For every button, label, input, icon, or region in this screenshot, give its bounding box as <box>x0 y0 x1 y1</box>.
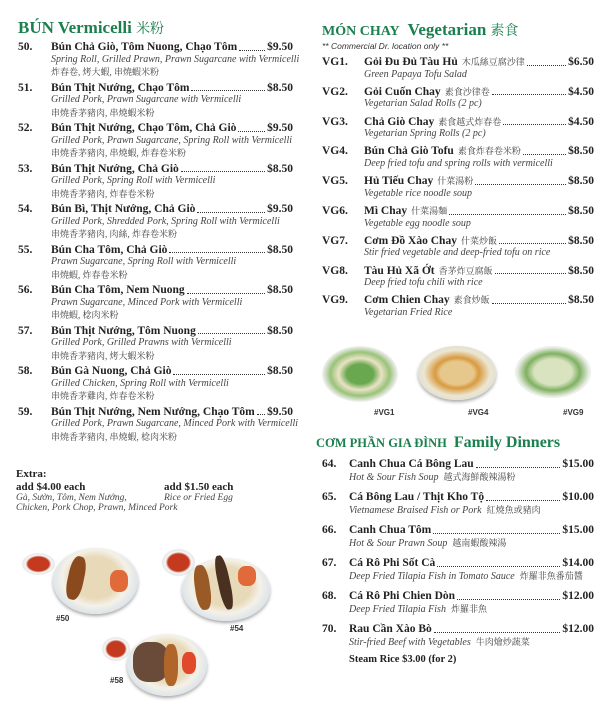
extra-rice <box>164 481 233 503</box>
menu-item <box>18 244 293 285</box>
item-number: 67. <box>322 557 337 569</box>
item-price: $14.00 <box>562 557 594 569</box>
extra-meat-vn: Gà, Sườn, Tôm, Nem Nướng, <box>16 493 127 503</box>
item-number: VG1. <box>322 56 348 68</box>
item-description <box>349 471 594 485</box>
item-price: $8.50 <box>267 284 293 296</box>
item-number: VG7. <box>322 234 348 247</box>
photo-label: #58 <box>110 676 124 685</box>
extra-title: Extra: <box>16 468 47 480</box>
item-number: 65. <box>322 491 337 503</box>
item-description <box>349 570 594 584</box>
item-description: Vegetarian Spring Rolls (2 pc) <box>364 128 486 140</box>
item-price: $8.50 <box>267 365 293 377</box>
item-price: $8.50 <box>267 324 293 337</box>
vegetarian-list <box>322 56 594 324</box>
item-price: $9.50 <box>267 203 293 215</box>
item-description-en: Vietnamese Braised Fish or Pork <box>349 504 482 516</box>
item-name: Hủ Tiếu Chay <box>364 175 434 188</box>
item-description: Vegetable egg noodle soup <box>364 217 471 229</box>
item-name: Bún Cha Tôm, Chả Giò <box>51 243 168 256</box>
section-title <box>322 20 594 40</box>
item-description-zh: 牛肉燴炒蔬菜 <box>475 636 530 647</box>
sauce-bowl <box>102 637 130 661</box>
photo-label: #VG4 <box>468 408 489 417</box>
item-number: 57. <box>18 324 33 337</box>
dot-leader <box>181 163 265 173</box>
dot-leader <box>492 294 567 304</box>
menu-item <box>322 235 594 265</box>
item-description-en: Deep Fried Tilapia Fish in Tomato Sauce <box>349 570 515 582</box>
item-number: VG4. <box>322 145 348 158</box>
item-name: Cá Bông Lau / Thịt Kho Tộ <box>349 491 485 503</box>
item-number: 68. <box>322 590 337 602</box>
menu-item <box>18 405 299 447</box>
item-number: VG9. <box>322 294 348 307</box>
item-description-en: Deep Fried Tilapia Fish <box>349 603 446 615</box>
dot-leader <box>495 265 566 275</box>
item-price: $8.50 <box>568 234 594 247</box>
item-description-zh: 越式海鮮酸辣湯粉 <box>443 471 516 482</box>
section-title <box>18 18 293 38</box>
title-en: Vegetarian <box>407 20 487 39</box>
item-price: $8.50 <box>568 294 594 307</box>
item-price: $8.50 <box>568 175 594 188</box>
dot-leader <box>434 623 561 633</box>
menu-item <box>322 458 594 491</box>
dot-leader <box>475 175 566 185</box>
carrot <box>182 652 196 674</box>
menu-item <box>322 557 594 590</box>
item-number: VG2. <box>322 85 348 98</box>
item-description <box>349 504 594 518</box>
dot-leader <box>239 41 265 51</box>
bun-list <box>18 41 300 446</box>
item-description: Spring Roll, Grilled Prawn, Prawn Sugarcane with Vermicelli <box>51 53 300 65</box>
item-price: $10.00 <box>562 491 594 503</box>
carrot <box>238 566 256 586</box>
item-description-en: Hot & Sour Fish Soup <box>349 471 439 483</box>
item-description: Grilled Pork, Shredded Pork, Spring Roll with Vermicelli <box>51 215 280 227</box>
item-number: 54. <box>18 203 33 215</box>
item-description-zh: 串燒香茅豬肉, 串燒蝦, 棯肉米粉 <box>51 431 178 442</box>
menu-item <box>322 145 594 175</box>
item-name: Cơm Chien Chay <box>364 294 450 307</box>
item-price: $9.50 <box>267 122 293 134</box>
steam-rice-note: Steam Rice $3.00 (for 2) <box>349 654 457 665</box>
item-description <box>349 636 594 650</box>
extra-meat-price: add $4.00 each <box>16 481 86 493</box>
extra-section <box>16 468 286 513</box>
item-description-en: Stir-fried Beef with Vegetables <box>349 636 471 648</box>
item-price: $12.00 <box>562 623 594 635</box>
item-price: $9.50 <box>267 405 293 418</box>
sauce-bowl <box>22 553 55 575</box>
item-number: 50. <box>18 41 33 53</box>
spring-roll <box>164 644 178 686</box>
item-name-zh: 香茅炸豆腐飯 <box>438 265 493 276</box>
menu-item <box>18 122 293 163</box>
menu-item <box>18 82 293 123</box>
item-description-zh: 越南蝦酸辣湯 <box>452 537 507 548</box>
item-description: Grilled Chicken, Spring Roll with Vermicelli <box>51 377 229 389</box>
item-name: Bún Gà Nuong, Chả Giò <box>51 365 172 377</box>
item-price: $8.50 <box>568 204 594 217</box>
title-en: Family Dinners <box>453 434 561 451</box>
menu-item <box>322 491 594 524</box>
salad-plate <box>322 346 398 402</box>
item-number: 70. <box>322 623 337 635</box>
item-description <box>349 537 594 551</box>
item-number: 58. <box>18 365 33 377</box>
item-description: Grilled Pork, Prawn Sugarcane, Minced Pork with Vermicelli <box>51 418 299 430</box>
item-name: Bún Chả Giò Tofu <box>364 145 454 158</box>
menu-item <box>322 590 594 623</box>
title-vn: BÚN <box>18 18 54 37</box>
item-description-zh: 串燒香茅豬肉, 串燒蝦米粉 <box>51 107 155 118</box>
menu-item <box>322 116 594 146</box>
title-vn: MÓN CHAY <box>322 24 400 39</box>
extra-rice-en: Rice or Fried Egg <box>164 493 233 503</box>
dot-leader <box>257 406 265 416</box>
item-price: $15.00 <box>562 458 594 470</box>
item-number: VG3. <box>322 115 348 128</box>
item-description: Vegetable rice noodle soup <box>364 187 473 199</box>
menu-item <box>322 623 594 656</box>
menu-item <box>322 56 594 86</box>
menu-item <box>322 524 594 557</box>
extra-rice-price: add $1.50 each <box>164 481 234 493</box>
bun-section <box>18 18 300 446</box>
item-name-zh: 素食炸春卷米粉 <box>457 146 521 157</box>
dot-leader <box>457 590 560 600</box>
menu-item <box>18 163 293 204</box>
item-description: Vegetarian Fried Rice <box>364 306 453 318</box>
item-price: $8.50 <box>267 81 293 94</box>
photo-label: #54 <box>230 624 244 633</box>
item-name: Tàu Hủ Xã Ớt <box>364 264 435 277</box>
item-number: VG6. <box>322 204 348 217</box>
item-name: Gỏi Đu Đủ Tàu Hủ <box>364 56 458 68</box>
item-number: 53. <box>18 162 33 175</box>
item-price: $8.50 <box>568 264 594 277</box>
menu-item <box>322 205 594 235</box>
item-name: Mì Chay <box>364 204 408 217</box>
dot-leader <box>503 116 566 126</box>
item-name-zh: 木瓜絲豆腐沙律 <box>461 57 525 67</box>
item-name: Bún Bì, Thịt Nướng, Chả Giò <box>51 203 196 215</box>
item-name: Cơm Đồ Xào Chay <box>364 234 457 247</box>
item-name: Bún Thịt Nướng, Chạo Tôm <box>51 81 190 94</box>
item-name: Cá Rô Phi Chien Dòn <box>349 590 456 602</box>
location-note: ** Commercial Dr. location only ** <box>322 41 449 51</box>
item-description: Grilled Pork, Grilled Prawns with Vermicelli <box>51 337 232 349</box>
title-zh: 米粉 <box>136 22 165 37</box>
item-name: Canh Chua Cá Bông Lau <box>349 458 474 470</box>
menu-item <box>18 284 293 325</box>
menu-item <box>18 325 293 366</box>
item-description-zh: 紅燒魚或豬肉 <box>486 504 541 515</box>
item-description-zh: 串燒香茅雞肉, 炸春卷米粉 <box>51 391 155 402</box>
menu-item <box>322 175 594 205</box>
dot-leader <box>198 325 265 335</box>
menu-item <box>18 203 293 244</box>
extra-meat <box>16 481 177 513</box>
dot-leader <box>197 203 265 213</box>
photo-label: #VG1 <box>374 408 395 417</box>
item-description: Prawn Sugarcane, Spring Roll with Vermicelli <box>51 256 237 268</box>
item-price: $4.50 <box>568 115 594 128</box>
item-description-zh: 串燒香茅豬肉, 炸春卷米粉 <box>51 188 155 199</box>
item-number: 52. <box>18 122 33 134</box>
item-price: $6.50 <box>568 56 594 68</box>
item-name-zh: 素食沙律卷 <box>444 86 490 97</box>
item-name: Bún Thịt Nướng, Nem Nướng, Chạo Tôm <box>51 405 255 418</box>
item-description-zh: 串燒香茅豬肉, 肉絲, 炸春卷米粉 <box>51 229 178 240</box>
item-description-zh: 串燒香茅豬肉, 烤大蝦米粉 <box>51 350 155 361</box>
item-price: $9.50 <box>267 41 293 53</box>
item-number: VG5. <box>322 175 348 188</box>
dot-leader <box>173 365 265 375</box>
dot-leader <box>486 491 560 501</box>
item-name: Chả Giò Chay <box>364 115 435 128</box>
title-vn: CƠM PHẦN GIA ĐÌNH <box>316 436 447 450</box>
dot-leader <box>437 557 560 567</box>
item-name: Bún Thịt Nướng, Chả Giò <box>51 162 179 175</box>
item-name: Bún Chả Giò, Tôm Nuong, Chạo Tôm <box>51 41 238 53</box>
item-number: 55. <box>18 243 33 256</box>
item-description: Deep fried tofu and spring rolls with vermicelli <box>364 157 553 169</box>
item-description: Grilled Pork, Spring Roll with Vermicelli <box>51 175 216 187</box>
item-price: $8.50 <box>568 145 594 158</box>
menu-item <box>18 365 293 406</box>
item-number: 56. <box>18 284 33 296</box>
item-name: Canh Chua Tôm <box>349 524 432 536</box>
photo-label: #VG9 <box>563 408 584 417</box>
item-name-zh: 什菜湯粉 <box>437 176 474 187</box>
item-price: $15.00 <box>562 524 594 536</box>
item-description: Grilled Pork, Prawn Sugarcane, Spring Roll with Vermicelli <box>51 134 292 146</box>
dot-leader <box>238 122 265 132</box>
item-name: Rau Cần Xào Bò <box>349 623 432 635</box>
item-number: 66. <box>322 524 337 536</box>
item-description-zh: 炸春卷, 烤大蝦, 串燒蝦米粉 <box>51 67 160 78</box>
title-en: Vermicelli <box>57 18 132 37</box>
dot-leader <box>187 284 265 294</box>
item-number: 59. <box>18 405 33 418</box>
plate <box>418 346 496 400</box>
photo-label: #50 <box>56 614 70 623</box>
item-name: Bún Cha Tôm, Nem Nuong <box>51 284 185 296</box>
item-name-zh: 什菜湯麵 <box>411 205 448 216</box>
item-name: Bún Thịt Nướng, Chạo Tôm, Chả Giò <box>51 122 237 134</box>
fried-rice-plate <box>515 346 591 398</box>
dot-leader <box>433 524 560 534</box>
item-description-zh: 炸羅非魚 <box>450 603 487 614</box>
item-description-zh: 串燒蝦, 炸春卷米粉 <box>51 269 128 280</box>
item-price: $8.50 <box>267 243 293 256</box>
menu-item <box>322 86 594 116</box>
menu-item <box>322 294 594 324</box>
item-description-en: Hot & Sour Prawn Soup <box>349 537 448 549</box>
item-description: Green Papaya Tofu Salad <box>364 68 467 80</box>
item-description-zh: 炸羅非魚番茄醬 <box>519 570 583 581</box>
item-price: $4.50 <box>568 85 594 98</box>
menu-item <box>18 41 300 82</box>
item-number: 64. <box>322 458 337 470</box>
item-number: VG8. <box>322 264 348 277</box>
dot-leader <box>527 56 566 66</box>
dot-leader <box>191 82 265 92</box>
section-title <box>316 434 594 452</box>
item-description: Stir fried vegetable and deep-fried tofu on rice <box>364 247 551 259</box>
family-list <box>316 458 594 656</box>
item-name-zh: 什菜炒飯 <box>460 235 497 246</box>
item-name-zh: 素食炒飯 <box>453 295 490 306</box>
dot-leader <box>449 205 566 215</box>
item-number: 51. <box>18 81 33 94</box>
item-name-zh: 素食越式炸春卷 <box>438 116 502 127</box>
dot-leader <box>476 458 561 468</box>
item-description <box>349 603 594 617</box>
item-name: Gỏi Cuốn Chay <box>364 85 441 98</box>
item-price: $12.00 <box>562 590 594 602</box>
dot-leader <box>492 86 566 96</box>
item-description-zh: 串燒香茅豬肉, 串燒蝦, 炸春卷米粉 <box>51 148 187 159</box>
extra-meat-en: Chicken, Pork Chop, Prawn, Minced Pork <box>16 503 178 513</box>
item-name: Cá Rô Phi Sốt Cà <box>349 557 436 569</box>
item-description: Prawn Sugarcane, Minced Pork with Vermicelli <box>51 296 243 308</box>
title-zh: 素食 <box>490 24 519 39</box>
dot-leader <box>169 244 265 254</box>
item-description: Deep fried tofu chili with rice <box>364 277 483 289</box>
item-description: Grilled Pork, Prawn Sugarcane with Vermicelli <box>51 94 242 106</box>
vegetarian-section <box>322 20 594 324</box>
item-description: Vegetarian Salad Rolls (2 pc) <box>364 98 482 110</box>
dot-leader <box>499 235 566 245</box>
item-description-zh: 串燒蝦, 棯肉米粉 <box>51 310 119 321</box>
family-dinners-section <box>316 434 594 665</box>
dot-leader <box>523 145 566 155</box>
item-name: Bún Thịt Nướng, Tôm Nuong <box>51 324 196 337</box>
menu-item <box>322 265 594 295</box>
carrot <box>110 570 128 592</box>
item-price: $8.50 <box>267 162 293 175</box>
